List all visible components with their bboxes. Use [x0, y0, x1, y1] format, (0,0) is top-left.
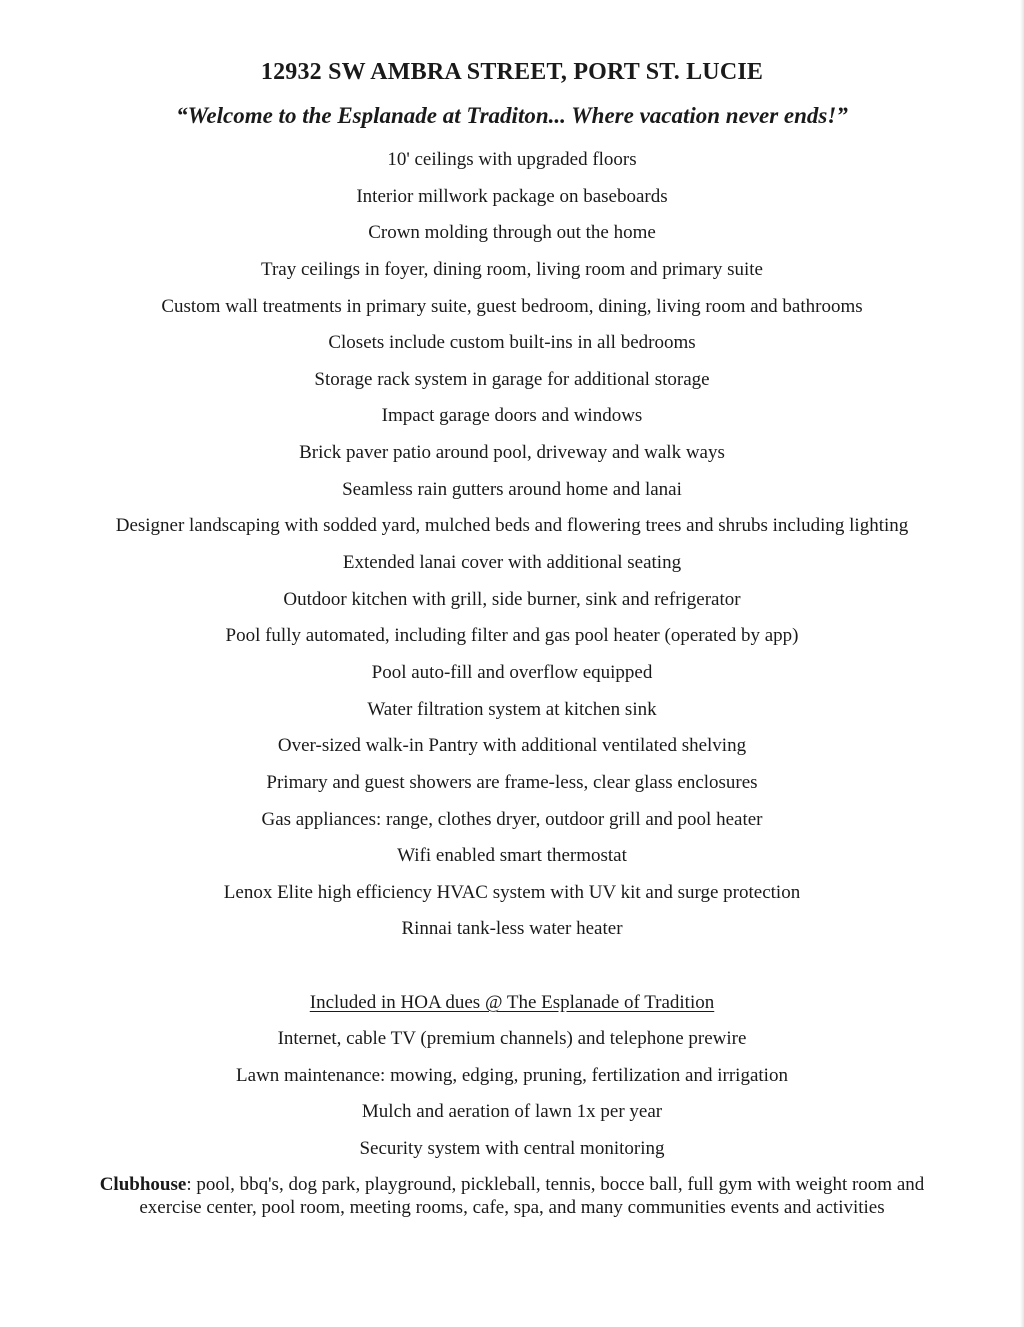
feature-item: Tray ceilings in foyer, dining room, living room and primary suite	[261, 258, 763, 280]
feature-item: Brick paver patio around pool, driveway and walk ways	[299, 442, 725, 464]
feature-item: Crown molding through out the home	[368, 222, 656, 244]
clubhouse-label: Clubhouse	[99, 1174, 187, 1195]
hoa-section-heading: Included in HOA dues @ The Esplanade of Tradition	[309, 992, 715, 1013]
feature-item: Gas appliances: range, clothes dryer, outdoor grill and pool heater	[261, 808, 763, 830]
property-tagline: “Welcome to the Esplanade at Traditon... Where vacation never ends!”	[176, 103, 848, 128]
hoa-item: Mulch and aeration of lawn 1x per year	[361, 1101, 663, 1123]
property-address-title: 12932 SW AMBRA STREET, PORT ST. LUCIE	[260, 59, 764, 85]
feature-item: Over-sized walk-in Pantry with additional ventilated shelving	[277, 735, 747, 757]
feature-list	[0, 143, 1024, 949]
feature-item: Closets include custom built-ins in all bedrooms	[328, 332, 696, 354]
feature-item: Designer landscaping with sodded yard, mulched beds and flowering trees and shrubs including lighting	[115, 515, 909, 537]
clubhouse-description: : pool, bbq's, dog park, playground, pickleball, tennis, bocce ball, full gym with weight room and exercise center, pool room, meeting rooms, cafe, spa, and many communities events and activities	[139, 1174, 925, 1218]
feature-item: Pool auto-fill and overflow equipped	[371, 661, 653, 683]
feature-item: 10' ceilings with upgraded floors	[387, 149, 637, 170]
feature-item: Pool fully automated, including filter and gas pool heater (operated by app)	[225, 625, 799, 647]
clubhouse-amenities	[70, 1173, 954, 1219]
hoa-item: Lawn maintenance: mowing, edging, pruning, fertilization and irrigation	[236, 1064, 788, 1086]
feature-item: Outdoor kitchen with grill, side burner, sink and refrigerator	[283, 588, 741, 610]
feature-item: Impact garage doors and windows	[381, 405, 643, 427]
feature-item: Water filtration system at kitchen sink	[367, 698, 657, 720]
hoa-item: Security system with central monitoring	[359, 1138, 665, 1160]
feature-item: Lenox Elite high efficiency HVAC system with UV kit and surge protection	[223, 881, 801, 903]
feature-item: Custom wall treatments in primary suite, guest bedroom, dining, living room and bathrooms	[161, 295, 863, 317]
hoa-item: Internet, cable TV (premium channels) and telephone prewire	[277, 1028, 747, 1049]
feature-item: Primary and guest showers are frame-less, clear glass enclosures	[266, 771, 758, 793]
feature-item: Interior millwork package on baseboards	[356, 185, 668, 207]
feature-item: Seamless rain gutters around home and lanai	[342, 478, 682, 500]
feature-item: Wifi enabled smart thermostat	[397, 845, 627, 867]
feature-item: Rinnai tank-less water heater	[401, 918, 623, 940]
hoa-included-list	[0, 1022, 1024, 1169]
feature-item: Extended lanai cover with additional seating	[342, 552, 682, 574]
feature-item: Storage rack system in garage for additional storage	[314, 368, 710, 390]
